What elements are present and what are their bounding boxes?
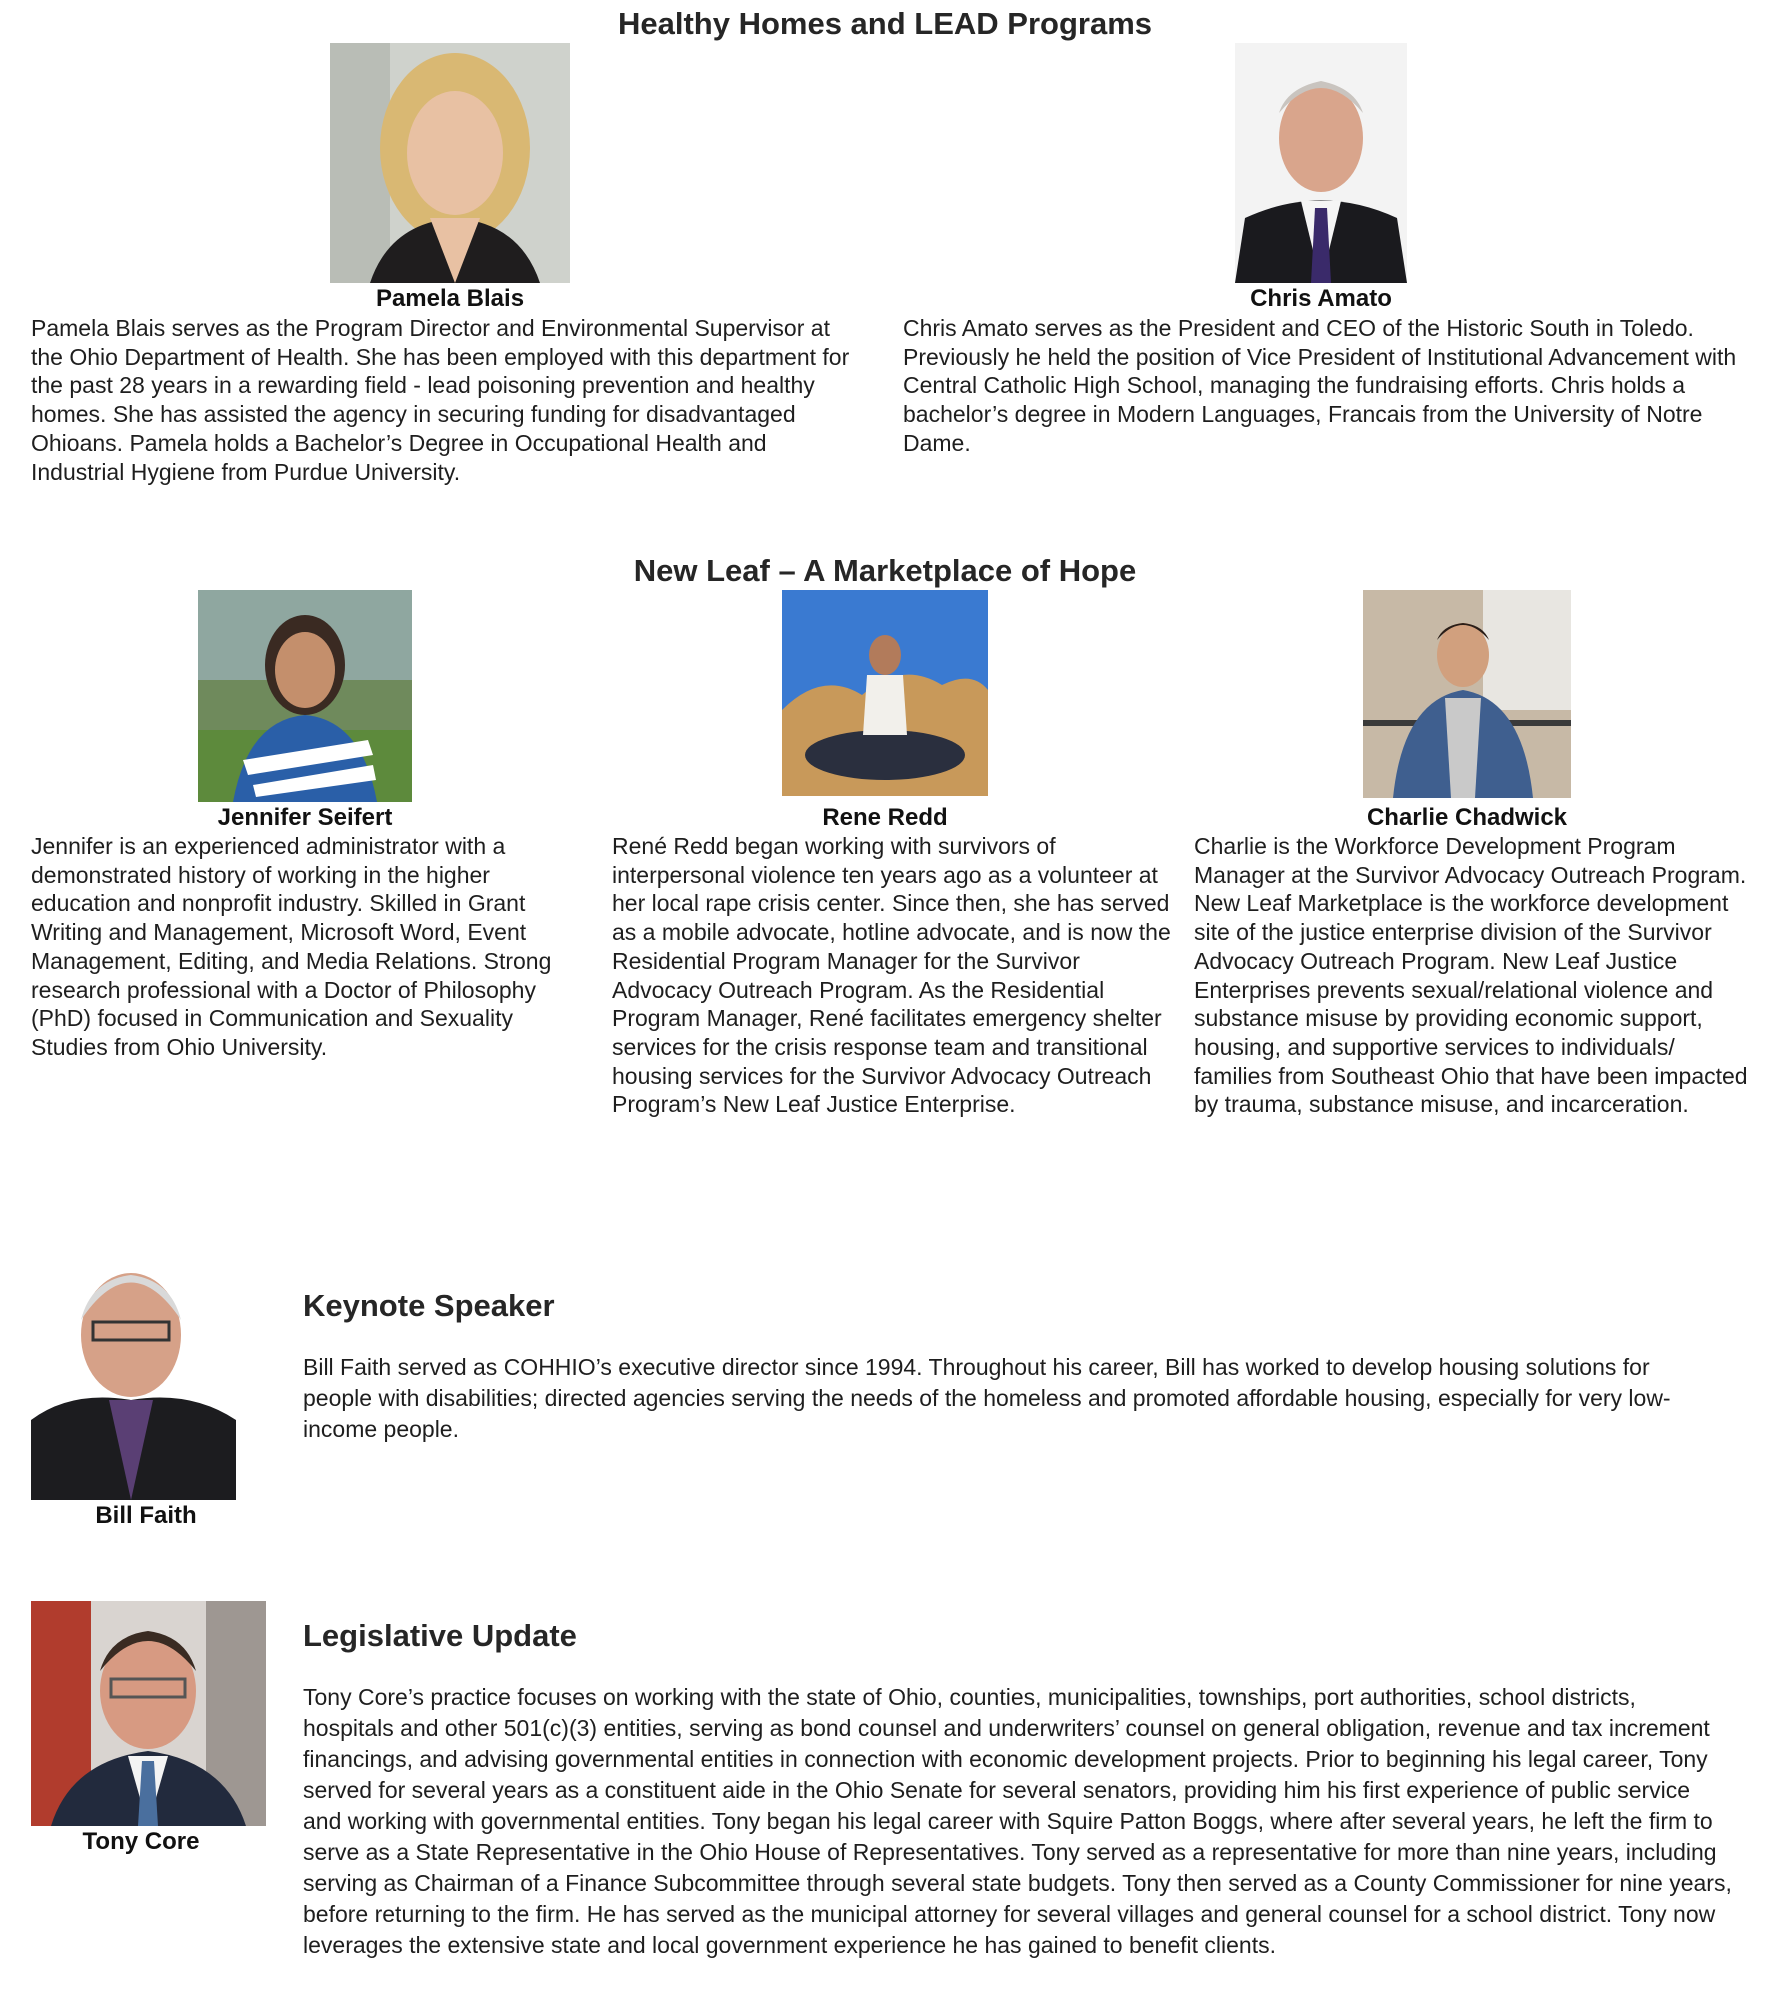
bill-faith-photo (31, 1250, 236, 1500)
charlie-chadwick-bio: Charlie is the Workforce Development Program Manager at the Survivor Advocacy Outreach Program. New Leaf Marketplace is the workforce development site of the justice enterprise division of the Survivor Advocacy Outreach Program. New Leaf Justice Enterprises prevents sexual/relational violence and substance misuse by providing economic support, housing, and supportive services to individuals/ families from Southeast Ohio that have been impacted by trauma, substance misuse, and incarceration. (1194, 833, 1748, 1118)
charlie-chadwick-name: Charlie Chadwick (1366, 804, 1568, 831)
pamela-blais-photo (330, 43, 570, 283)
section-title-new-leaf: New Leaf – A Marketplace of Hope (633, 553, 1137, 588)
chris-amato-photo (1235, 43, 1407, 283)
tony-core-name: Tony Core (82, 1828, 200, 1855)
tony-core-photo (31, 1601, 266, 1826)
chris-amato-name: Chris Amato (1250, 285, 1392, 312)
pamela-blais-bio: Pamela Blais serves as the Program Director and Environmental Supervisor at the Ohio Department of Health. She has been employed with this department for the past 28 years in a rewarding field - lead poisoning prevention and healthy homes. She has assisted the agency in securing funding for disadvantaged Ohioans. Pamela holds a Bachelor’s Degree in Occupational Health and Industrial Hygiene from Purdue University. (31, 315, 850, 485)
bill-faith-bio: Bill Faith served as COHHIO’s executive director since 1994. Throughout his career, Bill has worked to develop housing solutions for people with disabilities; directed agencies serving the needs of the homeless and promoted affordable housing, especially for very low-income people. (303, 1354, 1671, 1442)
keynote-heading: Keynote Speaker (303, 1288, 555, 1323)
rene-redd-bio: René Redd began working with survivors of interpersonal violence ten years ago as a volunteer at her local rape crisis center. Since then, she has served as a mobile advocate, hotline advocate, and is now the Residential Program Manager for the Survivor Advocacy Outreach Program. As the Residential Program Manager, René facilitates emergency shelter services for the crisis response team and transitional housing services for the Survivor Advocacy Outreach Program’s New Leaf Justice Enterprise. (612, 833, 1171, 1118)
tony-core-bio-container (303, 1682, 1743, 1978)
rene-redd-photo (782, 590, 988, 796)
jennifer-seifert-name: Jennifer Seifert (217, 804, 393, 831)
charlie-chadwick-photo (1363, 590, 1571, 798)
rene-redd-name: Rene Redd (822, 804, 948, 831)
chris-amato-bio: Chris Amato serves as the President and CEO of the Historic South in Toledo. Previously he held the position of Vice President of Institutional Advancement with Central Catholic High School, managing the fundraising efforts. Chris holds a bachelor’s degree in Modern Languages, Francais from the University of Notre Dame. (903, 315, 1737, 456)
jennifer-seifert-bio: Jennifer is an experienced administrator with a demonstrated history of working in the higher education and nonprofit industry. Skilled in Grant Writing and Management, Microsoft Word, Event Management, Editing, and Media Relations. Strong research professional with a Doctor of Philosophy (PhD) focused in Communication and Sexuality Studies from Ohio University. (31, 833, 552, 1060)
tony-core-bio: Tony Core’s practice focuses on working with the state of Ohio, counties, municipalities, townships, port authorities, school districts, hospitals and other 501(c)(3) entities, serving as bond counsel and underwriters’ counsel on general obligation, revenue and tax increment financings, and advising governmental entities in connection with economic development projects. Prior to beginning his legal career, Tony served for several years as a constituent aide in the Ohio Senate for several senators, providing him his first experience of public service and working with governmental entities. Tony began his legal career with Squire Patton Boggs, where after several years, he left the firm to serve as a State Representative in the Ohio House of Representatives. Tony served as a representative for more than nine years, including serving as Chairman of a Finance Subcommittee through several state budgets. Tony then served as a County Commissioner for nine years, before returning to the firm. He has served as the municipal attorney for several villages and general counsel for a school district. Tony now leverages the extensive state and local government experience he has gained to benefit clients. (303, 1684, 1732, 1958)
section-title-healthy-homes: Healthy Homes and LEAD Programs (617, 6, 1153, 41)
bill-faith-name: Bill Faith (95, 1502, 197, 1529)
pamela-blais-name: Pamela Blais (375, 285, 525, 312)
jennifer-seifert-photo (198, 590, 412, 802)
legislative-heading: Legislative Update (303, 1618, 577, 1653)
